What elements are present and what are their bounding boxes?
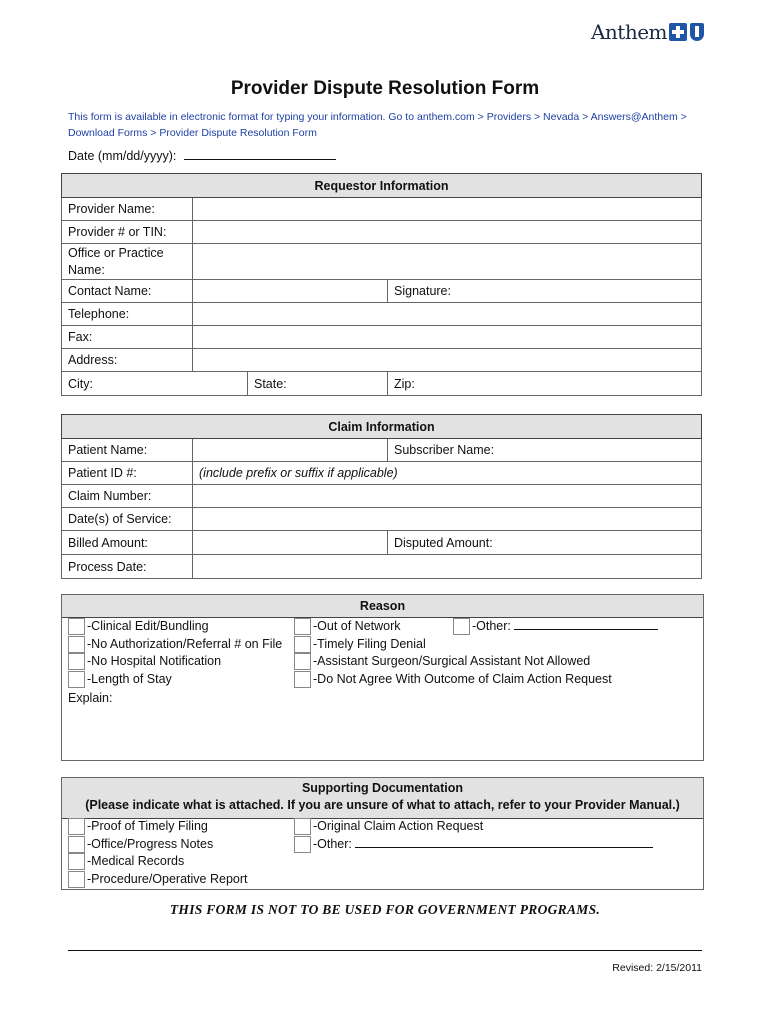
reason-out-of-network[interactable] [294, 618, 401, 635]
doc-other[interactable] [294, 836, 653, 853]
option-label: -No Hospital Notification [87, 654, 222, 668]
docs-header-title: Supporting Documentation [301, 781, 464, 795]
reason-no-authorization[interactable] [68, 636, 282, 653]
docs-header-instructions: (Please indicate what is attached. If you are unsure of what to attach, refer to your Provider Manual.) [85, 798, 680, 812]
date-field[interactable] [68, 148, 336, 163]
patient-id-field[interactable]: (include prefix or suffix if applicable) [193, 462, 702, 485]
contact-name-label: Contact Name: [62, 280, 193, 303]
doc-office-progress-notes[interactable] [68, 836, 213, 853]
logo-text: Anthem [590, 20, 667, 44]
provider-tin-label: Provider # or TIN: [62, 221, 193, 244]
doc-original-claim-action[interactable] [294, 818, 483, 835]
docs-header [62, 778, 703, 819]
option-label: -No Authorization/Referral # on File [87, 637, 283, 651]
blue-cross-icon [669, 23, 687, 41]
telephone-label: Telephone: [62, 303, 193, 326]
intro-text [68, 109, 708, 141]
option-label: -Clinical Edit/Bundling [87, 619, 209, 633]
reason-timely-filing[interactable] [294, 636, 426, 653]
option-label: -Out of Network [313, 619, 401, 633]
office-label-line-2: Name: [68, 262, 105, 277]
checkbox[interactable] [294, 618, 311, 635]
checkbox[interactable] [68, 818, 85, 835]
provider-name-label: Provider Name: [62, 198, 193, 221]
intro-line-1: This form is available in electronic format for typing your information. Go to anthem.com > Providers > Nevada > Answers@Anthem > [68, 111, 687, 123]
option-label: -Timely Filing Denial [313, 637, 426, 651]
reason-do-not-agree[interactable] [294, 671, 612, 688]
option-label: -Procedure/Operative Report [87, 872, 248, 886]
address-field[interactable] [193, 349, 702, 372]
option-label: -Other: [472, 619, 511, 633]
requestor-header: Requestor Information [62, 174, 702, 198]
billed-amount-field[interactable] [193, 531, 388, 555]
city-field[interactable]: City: [62, 372, 248, 396]
patient-id-label: Patient ID #: [62, 462, 193, 485]
patient-name-field[interactable] [193, 439, 388, 462]
checkbox[interactable] [453, 618, 470, 635]
government-programs-warning: THIS FORM IS NOT TO BE USED FOR GOVERNMENT PROGRAMS. [169, 902, 601, 917]
checkbox[interactable] [68, 836, 85, 853]
reason-assistant-surgeon[interactable] [294, 653, 590, 670]
option-label: -Medical Records [87, 854, 185, 868]
option-label: -Proof of Timely Filing [87, 819, 208, 833]
checkbox[interactable] [68, 871, 85, 888]
checkbox[interactable] [294, 818, 311, 835]
claim-number-label: Claim Number: [62, 485, 193, 508]
requestor-information-table [61, 173, 702, 396]
checkbox[interactable] [294, 671, 311, 688]
dates-of-service-field[interactable] [193, 508, 702, 531]
doc-medical-records[interactable] [68, 853, 184, 870]
claim-information-table [61, 414, 702, 579]
option-label: -Assistant Surgeon/Surgical Assistant Not Allowed [313, 654, 591, 668]
reason-other[interactable] [453, 618, 658, 635]
checkbox[interactable] [294, 636, 311, 653]
blue-shield-icon [690, 23, 704, 41]
office-label-line-1: Office or Practice [68, 245, 164, 260]
doc-procedure-report[interactable] [68, 871, 248, 888]
checkbox[interactable] [68, 671, 85, 688]
checkbox[interactable] [68, 636, 85, 653]
telephone-field[interactable] [193, 303, 702, 326]
office-name-field[interactable] [193, 244, 702, 280]
checkbox[interactable] [294, 836, 311, 853]
option-label: -Other: [313, 837, 352, 851]
option-label: -Length of Stay [87, 672, 172, 686]
doc-other-input-line[interactable] [355, 836, 653, 848]
footer-divider [68, 950, 702, 951]
fax-label: Fax: [62, 326, 193, 349]
patient-name-label: Patient Name: [62, 439, 193, 462]
checkbox[interactable] [68, 853, 85, 870]
revised-date: Revised: 2/15/2011 [612, 962, 702, 974]
explain-label: Explain: [68, 691, 113, 705]
provider-name-field[interactable] [193, 198, 702, 221]
date-label: Date (mm/dd/yyyy): [68, 149, 177, 163]
disputed-amount-field[interactable]: Disputed Amount: [388, 531, 702, 555]
dates-of-service-label: Date(s) of Service: [62, 508, 193, 531]
process-date-label: Process Date: [62, 555, 193, 579]
doc-proof-timely-filing[interactable] [68, 818, 208, 835]
office-name-label [62, 244, 193, 280]
option-label: -Original Claim Action Request [313, 819, 484, 833]
state-field[interactable]: State: [248, 372, 388, 396]
option-label: -Do Not Agree With Outcome of Claim Action Request [313, 672, 612, 686]
contact-name-field[interactable] [193, 280, 388, 303]
reason-no-hospital-notification[interactable] [68, 653, 221, 670]
checkbox[interactable] [68, 618, 85, 635]
claim-header: Claim Information [62, 415, 702, 439]
reason-clinical-edit[interactable] [68, 618, 209, 635]
fax-field[interactable] [193, 326, 702, 349]
checkbox[interactable] [294, 653, 311, 670]
provider-tin-field[interactable] [193, 221, 702, 244]
subscriber-name-field[interactable]: Subscriber Name: [388, 439, 702, 462]
date-input-line[interactable] [184, 148, 336, 160]
signature-field[interactable]: Signature: [388, 280, 702, 303]
page-title: Provider Dispute Resolution Form [230, 78, 540, 99]
billed-amount-label: Billed Amount: [62, 531, 193, 555]
reason-header: Reason [62, 595, 703, 618]
other-input-line[interactable] [514, 618, 658, 630]
reason-length-of-stay[interactable] [68, 671, 172, 688]
intro-line-2: Download Forms > Provider Dispute Resolution Form [68, 127, 317, 139]
process-date-field[interactable] [193, 555, 702, 579]
claim-number-field[interactable] [193, 485, 702, 508]
address-label: Address: [62, 349, 193, 372]
zip-field[interactable]: Zip: [388, 372, 702, 396]
anthem-logo [591, 20, 704, 44]
option-label: -Office/Progress Notes [87, 837, 214, 851]
checkbox[interactable] [68, 653, 85, 670]
